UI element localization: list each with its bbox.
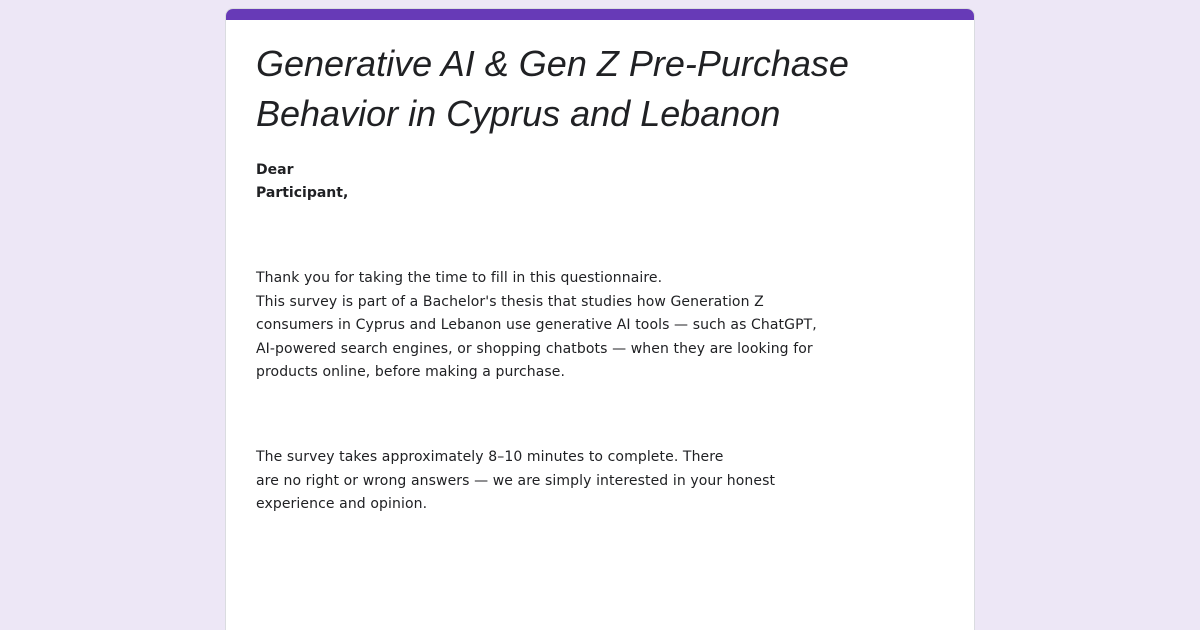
greeting-line-1: Dear xyxy=(256,162,294,178)
description-line: This survey is part of a Bachelor's thesis that studies how Generation Z xyxy=(256,293,764,310)
accent-bar xyxy=(226,9,974,20)
description-line: consumers in Cyprus and Lebanon use generative AI tools — such as ChatGPT, xyxy=(256,317,817,334)
form-header-card xyxy=(225,8,975,630)
description-paragraph-2 xyxy=(256,446,896,517)
description-line: experience and opinion. xyxy=(256,496,428,513)
description-line: are no right or wrong answers — we are simply interested in your honest xyxy=(256,472,776,489)
form-title-line-1: Generative AI & Gen Z Pre-Purchase xyxy=(256,43,849,84)
description-line: The survey takes approximately 8–10 minutes to complete. There xyxy=(256,448,724,465)
greeting-line-2: Participant, xyxy=(256,185,349,201)
description-line: Thank you for taking the time to fill in this questionnaire. xyxy=(256,270,663,286)
greeting xyxy=(256,159,896,205)
description-line: products online, before making a purchase. xyxy=(256,364,566,381)
form-header-body xyxy=(256,39,896,517)
form-title xyxy=(256,39,896,139)
description-line: AI-powered search engines, or shopping chatbots — when they are looking for xyxy=(256,340,813,357)
form-title-line-2: Behavior in Cyprus and Lebanon xyxy=(256,93,781,134)
description-paragraph-1 xyxy=(256,267,896,385)
